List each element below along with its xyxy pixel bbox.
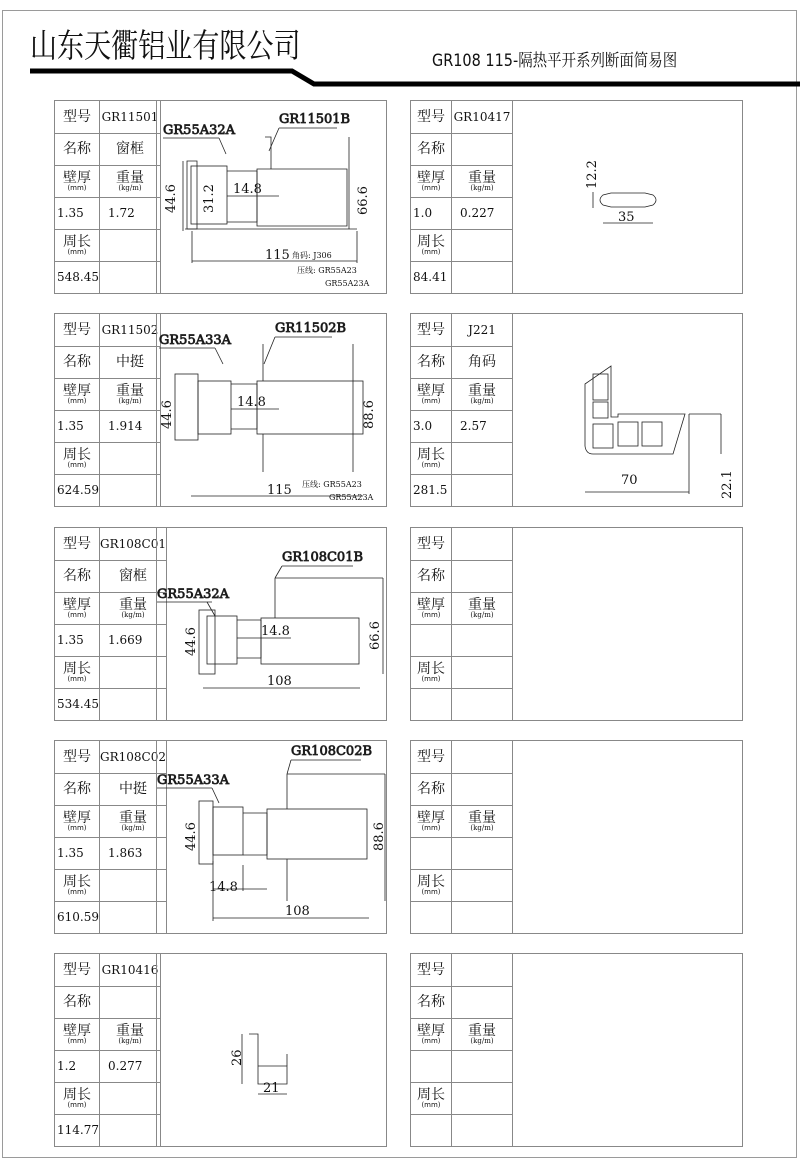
profile-card bbox=[410, 527, 743, 721]
svg-text:12.2: 12.2 bbox=[585, 160, 600, 189]
perimeter-value: 610.59 bbox=[55, 901, 100, 933]
perimeter-value bbox=[411, 901, 452, 933]
svg-text:66.6: 66.6 bbox=[356, 186, 371, 215]
wall-thickness-label: 壁厚 (mm) bbox=[411, 1018, 452, 1050]
svg-text:108: 108 bbox=[285, 904, 310, 919]
perimeter-blank bbox=[452, 442, 513, 474]
section-drawing bbox=[512, 741, 743, 933]
perimeter-label: 周长 (mm) bbox=[411, 656, 452, 688]
perimeter-label: 周长 (mm) bbox=[55, 229, 100, 261]
blank-cell bbox=[452, 901, 513, 933]
svg-text:GR11501B: GR11501B bbox=[279, 112, 351, 127]
svg-text:70: 70 bbox=[621, 473, 638, 488]
svg-text:44.6: 44.6 bbox=[184, 822, 199, 851]
model-label: 型号 bbox=[55, 528, 100, 560]
perimeter-blank bbox=[452, 229, 513, 261]
weight-label: 重量 (kg/m) bbox=[452, 805, 513, 837]
svg-text:14.8: 14.8 bbox=[233, 182, 262, 197]
profile-card bbox=[410, 100, 743, 294]
weight-value: 1.863 bbox=[100, 837, 167, 869]
svg-text:88.6: 88.6 bbox=[362, 400, 377, 429]
weight-label: 重量 (kg/m) bbox=[100, 378, 161, 410]
wall-thickness-label: 壁厚 (mm) bbox=[55, 592, 100, 624]
model-label: 型号 bbox=[55, 741, 100, 773]
weight-value: 2.57 bbox=[452, 410, 513, 442]
perimeter-value: 281.5 bbox=[411, 474, 452, 506]
perimeter-blank bbox=[452, 656, 513, 688]
svg-text:31.2: 31.2 bbox=[202, 184, 217, 213]
wall-thickness-label: 壁厚 (mm) bbox=[411, 378, 452, 410]
perimeter-label: 周长 (mm) bbox=[55, 442, 100, 474]
blank-cell bbox=[452, 1114, 513, 1146]
svg-text:GR55A23A: GR55A23A bbox=[325, 279, 370, 288]
svg-text:88.6: 88.6 bbox=[372, 822, 387, 851]
svg-text:35: 35 bbox=[618, 210, 635, 225]
svg-text:GR55A32A: GR55A32A bbox=[163, 123, 236, 138]
model-label: 型号 bbox=[55, 101, 100, 133]
model-label: 型号 bbox=[411, 528, 452, 560]
weight-label: 重量 (kg/m) bbox=[452, 1018, 513, 1050]
model-value: GR11501 bbox=[100, 101, 161, 133]
spec-table bbox=[411, 101, 513, 293]
spec-table bbox=[55, 528, 167, 720]
svg-text:GR55A33A: GR55A33A bbox=[159, 333, 232, 348]
wall-thickness-label: 壁厚 (mm) bbox=[55, 378, 100, 410]
name-label: 名称 bbox=[55, 773, 100, 805]
wall-thickness-value: 3.0 bbox=[411, 410, 452, 442]
name-value: 窗框 bbox=[100, 133, 161, 165]
weight-label: 重量 (kg/m) bbox=[452, 165, 513, 197]
wall-thickness-label: 壁厚 (mm) bbox=[55, 165, 100, 197]
model-value: GR11502 bbox=[100, 314, 161, 346]
model-label: 型号 bbox=[55, 954, 100, 986]
name-label: 名称 bbox=[55, 986, 100, 1018]
svg-text:14.8: 14.8 bbox=[261, 624, 290, 639]
weight-value bbox=[452, 624, 513, 656]
profile-card bbox=[54, 100, 387, 294]
model-value: GR10417 bbox=[452, 101, 513, 133]
svg-text:115: 115 bbox=[265, 248, 290, 263]
wall-thickness-value: 1.35 bbox=[55, 837, 100, 869]
perimeter-value: 114.77 bbox=[55, 1114, 100, 1146]
svg-text:44.6: 44.6 bbox=[184, 627, 199, 656]
profile-card bbox=[54, 953, 387, 1147]
perimeter-value bbox=[411, 1114, 452, 1146]
spec-table bbox=[55, 954, 161, 1146]
spec-table bbox=[411, 954, 513, 1146]
profile-card bbox=[410, 953, 743, 1147]
spec-table bbox=[411, 528, 513, 720]
document-title: GR108 115-隔热平开系列断面简易图 bbox=[432, 51, 678, 71]
weight-label: 重量 (kg/m) bbox=[100, 165, 161, 197]
name-value: 中挺 bbox=[100, 773, 167, 805]
name-label: 名称 bbox=[55, 346, 100, 378]
wall-thickness-label: 壁厚 (mm) bbox=[55, 805, 100, 837]
svg-text:21: 21 bbox=[263, 1081, 280, 1096]
perimeter-value: 624.59 bbox=[55, 474, 100, 506]
wall-thickness-label: 壁厚 (mm) bbox=[411, 805, 452, 837]
svg-text:115: 115 bbox=[267, 483, 292, 498]
blank-cell bbox=[452, 261, 513, 293]
perimeter-value: 534.45 bbox=[55, 688, 100, 720]
svg-text:14.8: 14.8 bbox=[237, 395, 266, 410]
perimeter-value: 548.45 bbox=[55, 261, 100, 293]
perimeter-blank bbox=[452, 1082, 513, 1114]
blank-cell bbox=[100, 474, 161, 506]
company-name: 山东天衢铝业有限公司 bbox=[30, 26, 301, 65]
model-value: GR10416 bbox=[100, 954, 161, 986]
svg-text:14.8: 14.8 bbox=[209, 880, 238, 895]
model-label: 型号 bbox=[411, 314, 452, 346]
section-drawing bbox=[512, 954, 743, 1146]
wall-thickness-value: 1.35 bbox=[55, 410, 100, 442]
weight-value bbox=[452, 837, 513, 869]
perimeter-label: 周长 (mm) bbox=[411, 1082, 452, 1114]
svg-text:压线: GR55A23: 压线: GR55A23 bbox=[302, 480, 362, 489]
perimeter-blank bbox=[100, 442, 161, 474]
wall-thickness-value: 1.2 bbox=[55, 1050, 100, 1082]
perimeter-label: 周长 (mm) bbox=[55, 1082, 100, 1114]
wall-thickness-value: 1.35 bbox=[55, 624, 100, 656]
svg-text:GR55A32A: GR55A32A bbox=[157, 587, 230, 602]
perimeter-label: 周长 (mm) bbox=[411, 229, 452, 261]
profile-card bbox=[410, 740, 743, 934]
weight-value: 0.227 bbox=[452, 197, 513, 229]
model-value bbox=[452, 528, 513, 560]
weight-label: 重量 (kg/m) bbox=[100, 592, 167, 624]
perimeter-label: 周长 (mm) bbox=[411, 442, 452, 474]
blank-cell bbox=[100, 261, 161, 293]
name-value bbox=[452, 560, 513, 592]
wall-thickness-value bbox=[411, 837, 452, 869]
svg-text:26: 26 bbox=[230, 1049, 245, 1066]
model-value bbox=[452, 741, 513, 773]
spec-table bbox=[55, 101, 161, 293]
svg-text:GR108C01B: GR108C01B bbox=[282, 550, 364, 565]
profile-card bbox=[54, 527, 387, 721]
name-value: 中挺 bbox=[100, 346, 161, 378]
svg-text:22.1: 22.1 bbox=[720, 470, 735, 499]
blank-cell bbox=[100, 1114, 161, 1146]
section-drawing bbox=[512, 314, 743, 506]
svg-text:压线: GR55A23: 压线: GR55A23 bbox=[297, 266, 357, 275]
header-rule bbox=[0, 0, 800, 100]
wall-thickness-label: 壁厚 (mm) bbox=[55, 1018, 100, 1050]
spec-table bbox=[55, 314, 161, 506]
weight-label: 重量 (kg/m) bbox=[100, 805, 167, 837]
weight-label: 重量 (kg/m) bbox=[452, 592, 513, 624]
model-value: J221 bbox=[452, 314, 513, 346]
perimeter-label: 周长 (mm) bbox=[55, 869, 100, 901]
weight-value: 1.669 bbox=[100, 624, 167, 656]
blank-cell bbox=[452, 688, 513, 720]
section-drawing bbox=[156, 528, 387, 720]
section-drawing bbox=[156, 101, 387, 293]
name-value bbox=[100, 986, 161, 1018]
model-label: 型号 bbox=[411, 954, 452, 986]
svg-text:GR11502B: GR11502B bbox=[275, 321, 347, 336]
wall-thickness-label: 壁厚 (mm) bbox=[411, 165, 452, 197]
name-value: 角码 bbox=[452, 346, 513, 378]
perimeter-blank bbox=[100, 1082, 161, 1114]
svg-text:GR55A33A: GR55A33A bbox=[157, 773, 230, 788]
name-value bbox=[452, 133, 513, 165]
name-value: 窗框 bbox=[100, 560, 167, 592]
weight-value bbox=[452, 1050, 513, 1082]
weight-value: 1.72 bbox=[100, 197, 161, 229]
svg-text:44.6: 44.6 bbox=[164, 184, 179, 213]
wall-thickness-value: 1.0 bbox=[411, 197, 452, 229]
model-value bbox=[452, 954, 513, 986]
name-label: 名称 bbox=[411, 986, 452, 1018]
name-value bbox=[452, 773, 513, 805]
model-value: GR108C02 bbox=[100, 741, 167, 773]
svg-text:GR55A23A: GR55A23A bbox=[329, 493, 374, 502]
section-drawing bbox=[156, 741, 387, 933]
blank-cell bbox=[452, 474, 513, 506]
section-drawing bbox=[156, 954, 387, 1146]
svg-text:GR108C02B: GR108C02B bbox=[291, 744, 373, 759]
perimeter-blank bbox=[452, 869, 513, 901]
svg-text:角码: J306: 角码: J306 bbox=[292, 251, 332, 260]
perimeter-label: 周长 (mm) bbox=[411, 869, 452, 901]
weight-label: 重量 (kg/m) bbox=[100, 1018, 161, 1050]
name-value bbox=[452, 986, 513, 1018]
name-label: 名称 bbox=[55, 560, 100, 592]
spec-table bbox=[411, 314, 513, 506]
wall-thickness-label: 壁厚 (mm) bbox=[411, 592, 452, 624]
profile-card bbox=[54, 313, 387, 507]
spec-table bbox=[411, 741, 513, 933]
name-label: 名称 bbox=[55, 133, 100, 165]
model-label: 型号 bbox=[411, 101, 452, 133]
perimeter-value bbox=[411, 688, 452, 720]
section-drawing bbox=[512, 528, 743, 720]
section-drawing bbox=[512, 101, 743, 293]
svg-text:66.6: 66.6 bbox=[368, 621, 383, 650]
name-label: 名称 bbox=[411, 133, 452, 165]
spec-table bbox=[55, 741, 167, 933]
model-label: 型号 bbox=[411, 741, 452, 773]
section-drawing bbox=[156, 314, 387, 506]
name-label: 名称 bbox=[411, 560, 452, 592]
wall-thickness-value: 1.35 bbox=[55, 197, 100, 229]
perimeter-value: 84.41 bbox=[411, 261, 452, 293]
weight-label: 重量 (kg/m) bbox=[452, 378, 513, 410]
weight-value: 1.914 bbox=[100, 410, 161, 442]
name-label: 名称 bbox=[411, 773, 452, 805]
name-label: 名称 bbox=[411, 346, 452, 378]
weight-value: 0.277 bbox=[100, 1050, 161, 1082]
wall-thickness-value bbox=[411, 1050, 452, 1082]
model-label: 型号 bbox=[55, 314, 100, 346]
svg-text:44.6: 44.6 bbox=[160, 400, 175, 429]
profile-card bbox=[54, 740, 387, 934]
wall-thickness-value bbox=[411, 624, 452, 656]
perimeter-blank bbox=[100, 229, 161, 261]
perimeter-label: 周长 (mm) bbox=[55, 656, 100, 688]
profile-card bbox=[410, 313, 743, 507]
model-value: GR108C01 bbox=[100, 528, 167, 560]
svg-text:108: 108 bbox=[267, 674, 292, 689]
